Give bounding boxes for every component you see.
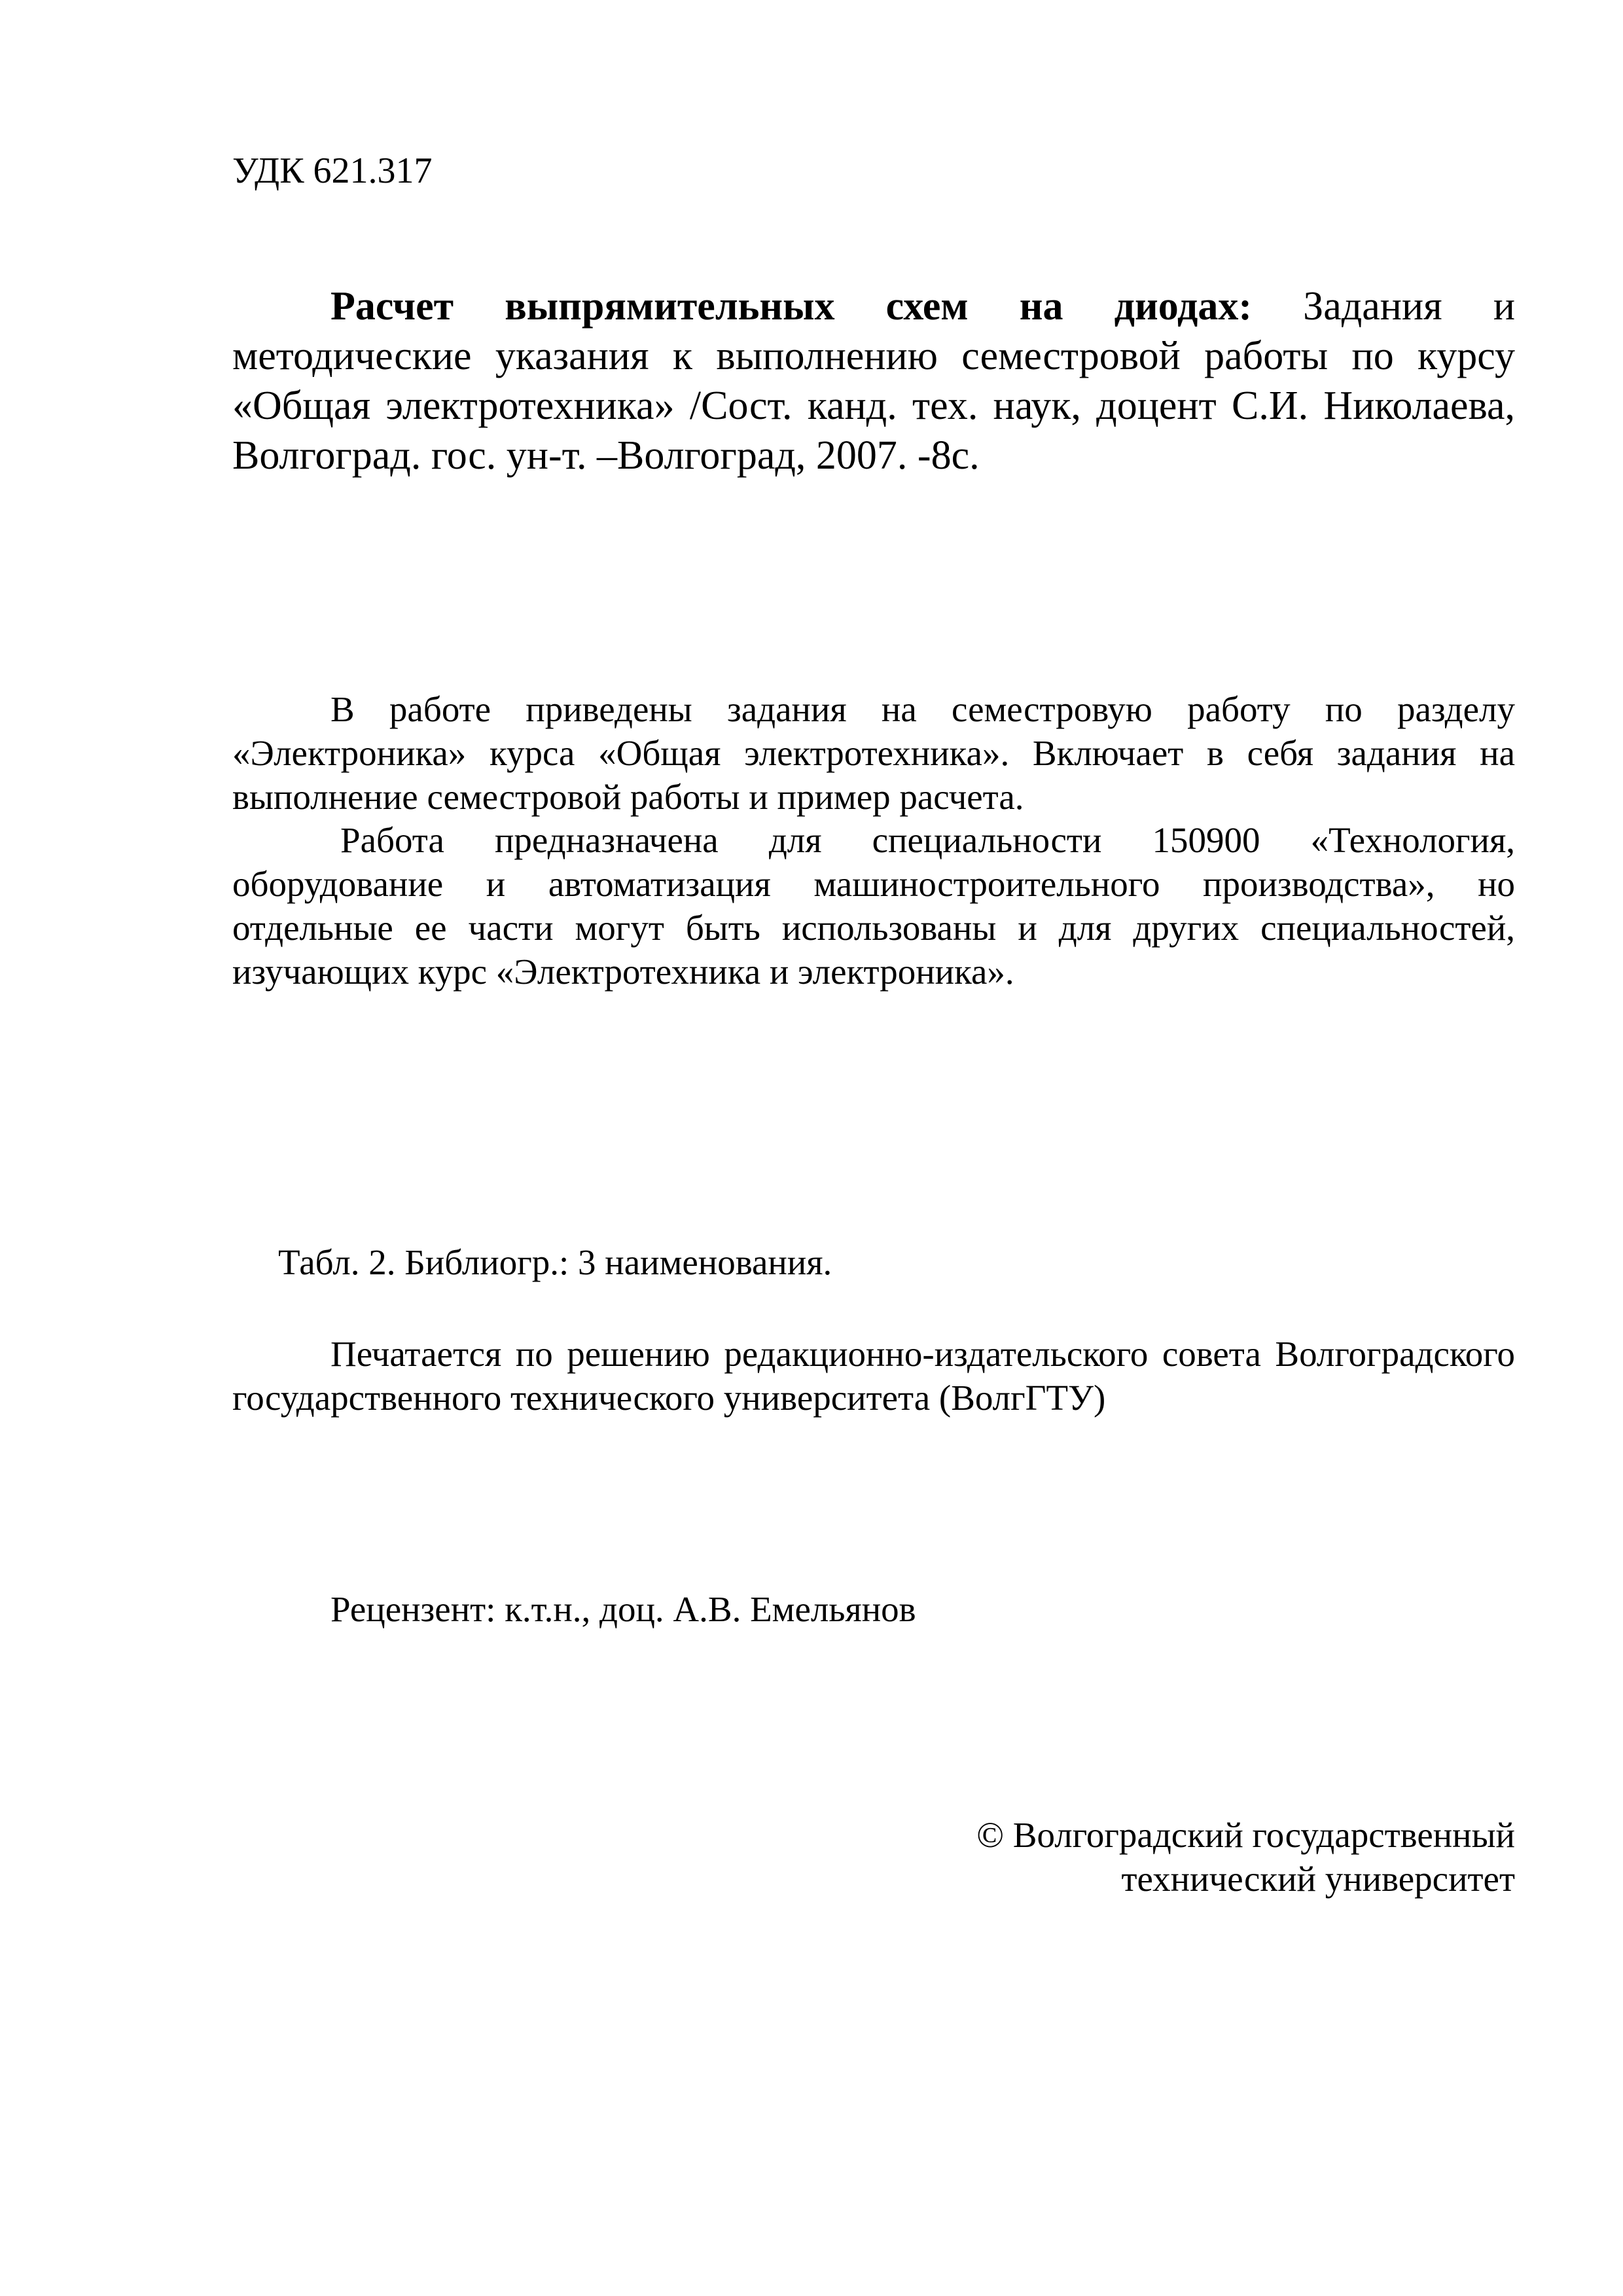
copyright-line-2: технический университет [1121, 1859, 1515, 1899]
copyright-line-1: © Волгоградский государственный [976, 1815, 1515, 1855]
abstract-paragraph-2: Работа предназначена для специальности 150900 «Технология, оборудование и автоматизация машиностроительного производства», но отдельные ее части могут быть использованы и для других специальностей, изучающих курс «Электротехника и электроника». [232, 820, 1515, 992]
udk-code: УДК 621.317 [232, 151, 433, 191]
reviewer-line: Рецензент: к.т.н., доц. А.В. Емельянов [330, 1589, 916, 1629]
abstract-paragraph-1: В работе приведены задания на семестровую работу по разделу «Электроника» курса «Общая электротехника». Включает в себя задания на выполнение семестровой работы и пример расчета. [232, 689, 1515, 817]
copyright-block [851, 1813, 1515, 1901]
title-bold: Расчет выпрямительных схем на диодах: [330, 284, 1252, 329]
title-paragraph [232, 281, 1515, 480]
tables-bibliography-note: Табл. 2. Библиогр.: 3 наименования. [278, 1242, 832, 1282]
title-description: Задания и методические указания к выполнению семестровой работы по курсу «Общая электротехника» /Сост. канд. тех. наук, доцент С.И. Николаева, Волгоград. гос. ун-т. –Волгоград, 2007. -8с. [232, 284, 1516, 478]
print-decision-note: Печатается по решению редакционно-издательского совета Волгоградского государственного технического университета (ВолгГТУ) [232, 1334, 1515, 1418]
